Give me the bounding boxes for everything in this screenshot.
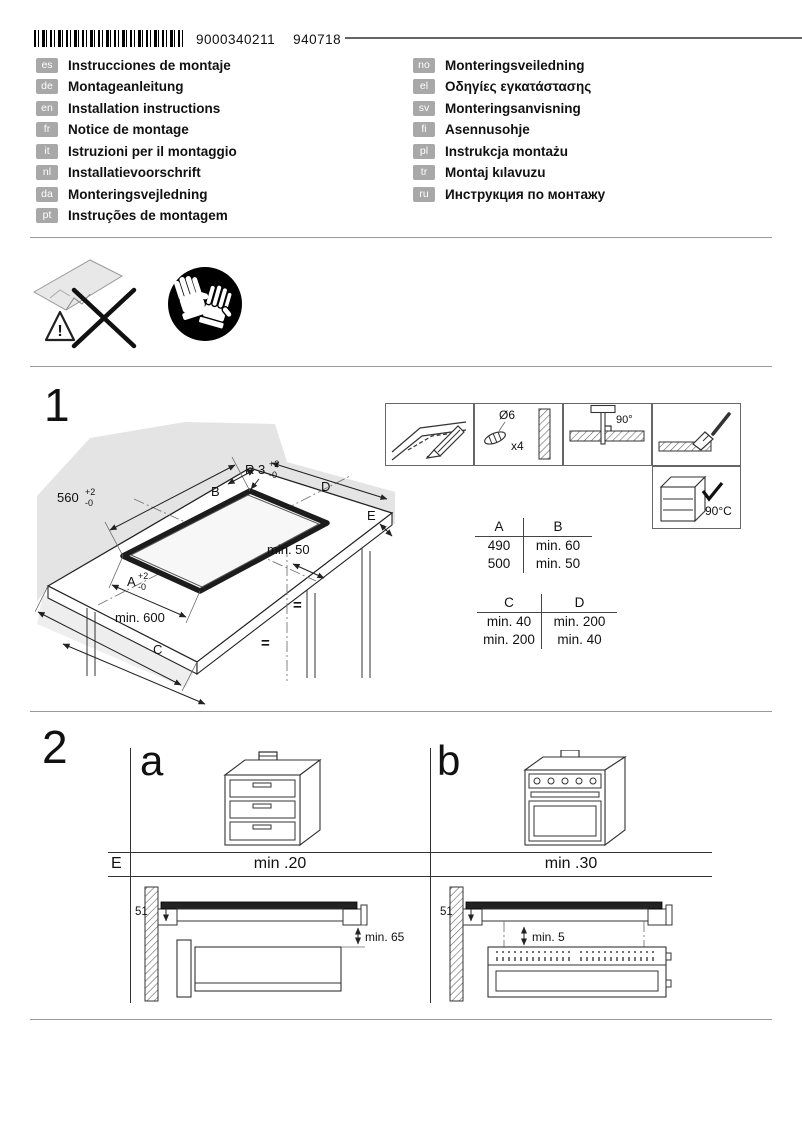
step1-number: 1 bbox=[44, 379, 70, 431]
table-ab-cell: 490 bbox=[487, 538, 511, 553]
hob-glass bbox=[161, 902, 357, 909]
drawer-gap-label: min. 65 bbox=[365, 930, 405, 944]
language-item-fr bbox=[36, 122, 237, 138]
step1-cutout-diagram bbox=[35, 396, 400, 708]
clearance-row-bottom-line bbox=[108, 876, 712, 877]
table-ab-header-b: B bbox=[523, 518, 592, 537]
barcode bbox=[34, 30, 186, 47]
oven-drawing bbox=[505, 750, 665, 850]
variant-b-label: b bbox=[437, 737, 461, 784]
safety-pictograms bbox=[30, 252, 260, 364]
language-code-tr: tr bbox=[413, 165, 435, 180]
jigsaw-icon bbox=[564, 404, 651, 465]
language-code-pl: pl bbox=[413, 144, 435, 159]
cabinet-check-icon bbox=[653, 467, 740, 528]
dim-radius-label: R 3 bbox=[245, 462, 266, 477]
language-title-el: Οδηγίες εγκατάστασης bbox=[445, 79, 592, 94]
language-item-ru bbox=[413, 186, 605, 202]
language-code-ru: ru bbox=[413, 187, 435, 202]
broken-glass-warning bbox=[34, 260, 134, 346]
hob-glass bbox=[466, 902, 662, 909]
language-item-de bbox=[36, 79, 237, 95]
cross-out-icon bbox=[74, 290, 134, 346]
equal-mark-left: = bbox=[261, 635, 270, 652]
language-item-pt bbox=[36, 208, 237, 224]
hob-body bbox=[177, 909, 343, 921]
cut-angle-label: 90° bbox=[616, 414, 633, 426]
language-code-el: el bbox=[413, 79, 435, 94]
dim-width-tol-plus: +2 bbox=[85, 487, 96, 497]
language-item-pl bbox=[413, 143, 605, 159]
cross-section-drawer bbox=[135, 885, 425, 1005]
screw-count-label: x4 bbox=[511, 439, 524, 453]
language-item-sv bbox=[413, 100, 605, 116]
brush-icon bbox=[653, 404, 740, 465]
oven-vent-slots bbox=[580, 951, 656, 961]
divider bbox=[30, 1019, 772, 1020]
panel-mark-cutout bbox=[385, 403, 474, 466]
doc-codes bbox=[196, 32, 341, 47]
wear-gloves-icon bbox=[168, 267, 242, 341]
language-title-sv: Monteringsanvisning bbox=[445, 100, 581, 116]
cross-section-oven bbox=[440, 885, 730, 1005]
language-title-pl: Instrukcja montażu bbox=[445, 143, 569, 159]
pencil-marking-icon bbox=[386, 404, 473, 465]
table-cd-cell: min. 40 bbox=[486, 614, 532, 629]
language-title-en: Installation instructions bbox=[68, 100, 221, 116]
language-title-ru: Инструкция по монтажу bbox=[445, 186, 606, 202]
dim-radius-tol-minus: -0 bbox=[269, 470, 278, 480]
drawer-box bbox=[195, 947, 341, 991]
dim-radius-tol-plus: +2 bbox=[269, 459, 280, 469]
exclamation-icon: ! bbox=[57, 323, 63, 340]
hob-height-a-label: 51 bbox=[135, 906, 148, 918]
clearance-a-value: min .20 bbox=[253, 855, 307, 872]
divider bbox=[30, 366, 772, 367]
dimension-table-ab bbox=[475, 518, 592, 573]
language-list-left bbox=[36, 57, 237, 229]
panel-saw-cut bbox=[563, 403, 652, 466]
hob-height-b-label: 51 bbox=[440, 906, 453, 918]
hob-body bbox=[482, 909, 648, 921]
dowel-icon bbox=[475, 404, 562, 465]
language-code-sv: sv bbox=[413, 101, 435, 116]
language-title-nl: Installatievoorschrift bbox=[68, 165, 201, 180]
panel-seal-edge bbox=[652, 403, 741, 466]
table-cd-cell: min. 40 bbox=[541, 631, 617, 649]
language-item-el bbox=[413, 79, 605, 95]
temperature-label: 90°C bbox=[705, 504, 732, 518]
divider bbox=[30, 237, 772, 238]
language-title-tr: Montaj kılavuzu bbox=[445, 165, 546, 180]
language-item-no bbox=[413, 57, 605, 73]
dim-depth-label: A bbox=[127, 574, 136, 589]
oven-vent-slots bbox=[494, 951, 570, 961]
table-ab-cell: min. 50 bbox=[523, 555, 592, 573]
language-code-no: no bbox=[413, 58, 435, 73]
checkmark-icon bbox=[703, 483, 722, 499]
variant-a-label: a bbox=[140, 737, 164, 784]
table-ab-header-a: A bbox=[475, 518, 523, 537]
top-rule bbox=[345, 37, 802, 39]
language-item-nl bbox=[36, 165, 237, 181]
language-item-fi bbox=[413, 122, 605, 138]
language-item-it bbox=[36, 143, 237, 159]
dim-c-label: C bbox=[153, 642, 163, 657]
table-ab-cell: 500 bbox=[487, 556, 511, 571]
hole-diameter-label: Ø6 bbox=[499, 408, 516, 422]
dim-width-label: 560 bbox=[57, 490, 79, 505]
language-code-nl: nl bbox=[36, 165, 58, 180]
dim-depth-tol-plus: +2 bbox=[138, 571, 149, 581]
fixing-clamp-icon bbox=[561, 750, 579, 757]
dim-min-depth-label: min. 600 bbox=[115, 610, 165, 625]
language-title-es: Instrucciones de montaje bbox=[68, 57, 231, 73]
language-code-fi: fi bbox=[413, 122, 435, 137]
dim-e-label: E bbox=[367, 508, 376, 523]
divider bbox=[30, 711, 772, 712]
panel-drill-holes bbox=[474, 403, 563, 466]
doc-number: 9000340211 bbox=[196, 32, 276, 47]
language-list-right bbox=[413, 57, 605, 208]
table-cd-cell: min. 200 bbox=[483, 632, 535, 647]
language-item-da bbox=[36, 186, 237, 202]
language-title-no: Monteringsveiledning bbox=[445, 57, 585, 73]
print-code: 940718 bbox=[293, 32, 342, 47]
language-title-pt: Instruções de montagem bbox=[68, 208, 228, 223]
language-title-fi: Asennusohje bbox=[445, 122, 530, 137]
table-cd-cell: min. 200 bbox=[541, 613, 617, 631]
language-title-it: Istruzioni per il montaggio bbox=[68, 143, 237, 159]
dimension-table-cd bbox=[477, 594, 617, 649]
dim-min-front-label: min. 50 bbox=[267, 542, 310, 557]
language-title-da: Monteringsvejledning bbox=[68, 186, 208, 202]
language-code-da: da bbox=[36, 187, 58, 202]
step2-number: 2 bbox=[42, 721, 68, 773]
clearance-b-value: min .30 bbox=[544, 855, 598, 872]
language-item-en bbox=[36, 100, 237, 116]
dim-d-label: D bbox=[321, 479, 331, 494]
table-cd-header-c: C bbox=[477, 594, 541, 613]
dim-depth-tol-minus: -0 bbox=[138, 582, 147, 592]
language-code-pt: pt bbox=[36, 208, 58, 223]
language-title-fr: Notice de montage bbox=[68, 122, 189, 137]
language-title-de: Montageanleitung bbox=[68, 79, 184, 94]
clearance-row-top-line bbox=[108, 852, 712, 853]
drawer-cabinet-drawing bbox=[205, 750, 365, 850]
equal-mark-right: = bbox=[293, 597, 302, 614]
language-code-it: it bbox=[36, 144, 58, 159]
table-ab-cell: min. 60 bbox=[523, 537, 592, 555]
language-item-es bbox=[36, 57, 237, 73]
dim-b-label: B bbox=[211, 484, 220, 499]
clearance-row-label: E bbox=[111, 855, 122, 872]
language-code-de: de bbox=[36, 79, 58, 94]
language-code-en: en bbox=[36, 101, 58, 116]
language-code-es: es bbox=[36, 58, 58, 73]
panel-heat-resistance bbox=[652, 466, 741, 529]
oven-gap-label: min. 5 bbox=[532, 930, 565, 944]
language-item-tr bbox=[413, 165, 605, 181]
language-code-fr: fr bbox=[36, 122, 58, 137]
drawer-front bbox=[177, 940, 191, 997]
dim-width-tol-minus: -0 bbox=[85, 498, 94, 508]
table-cd-header-d: D bbox=[541, 594, 617, 613]
